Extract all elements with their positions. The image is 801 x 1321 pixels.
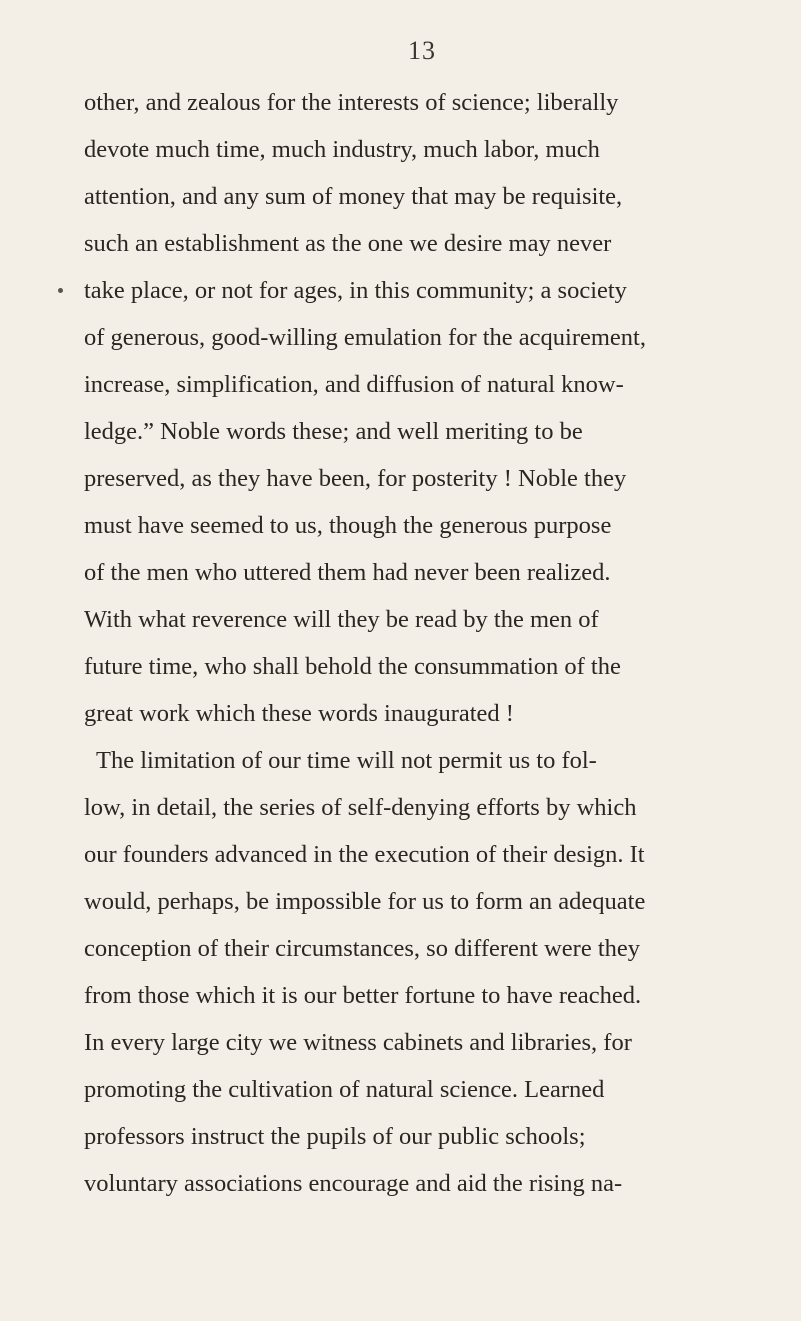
text-line: professors instruct the pupils of our public schools; xyxy=(84,1123,586,1150)
text-line: future time, who shall behold the consummation of the xyxy=(84,653,621,680)
text-line: take place, or not for ages, in this community; a society xyxy=(84,277,627,304)
text-line: low, in detail, the series of self-denying efforts by which xyxy=(84,794,637,821)
text-line: of the men who uttered them had never been realized. xyxy=(84,559,611,586)
page-number: 13 xyxy=(408,36,436,65)
text-line: In every large city we witness cabinets and libraries, for xyxy=(84,1029,632,1056)
text-line: our founders advanced in the execution of their design. It xyxy=(84,841,645,868)
text-line: conception of their circumstances, so different were they xyxy=(84,935,641,962)
text-line: voluntary associations encourage and aid the rising na- xyxy=(84,1170,623,1197)
text-line: ledge.” Noble words these; and well meriting to be xyxy=(84,418,583,445)
text-line: such an establishment as the one we desire may never xyxy=(84,230,612,257)
text-line: With what reverence will they be read by the men of xyxy=(84,606,599,633)
paragraph-start-line: The limitation of our time will not permit us to fol- xyxy=(96,747,597,774)
margin-mark xyxy=(58,288,63,293)
text-line: would, perhaps, be impossible for us to form an adequate xyxy=(84,888,646,915)
text-line: preserved, as they have been, for posterity ! Noble they xyxy=(84,465,627,492)
text-line: must have seemed to us, though the generous purpose xyxy=(84,512,612,539)
text-line: attention, and any sum of money that may be requisite, xyxy=(84,183,623,210)
text-line: great work which these words inaugurated ! xyxy=(84,700,514,727)
text-line: devote much time, much industry, much labor, much xyxy=(84,136,600,163)
text-line: increase, simplification, and diffusion of natural know- xyxy=(84,371,624,398)
text-line: of generous, good-willing emulation for the acquirement, xyxy=(84,324,646,351)
text-line: other, and zealous for the interests of science; liberally xyxy=(84,89,619,116)
text-line: promoting the cultivation of natural science. Learned xyxy=(84,1076,605,1103)
text-line: from those which it is our better fortune to have reached. xyxy=(84,982,642,1009)
